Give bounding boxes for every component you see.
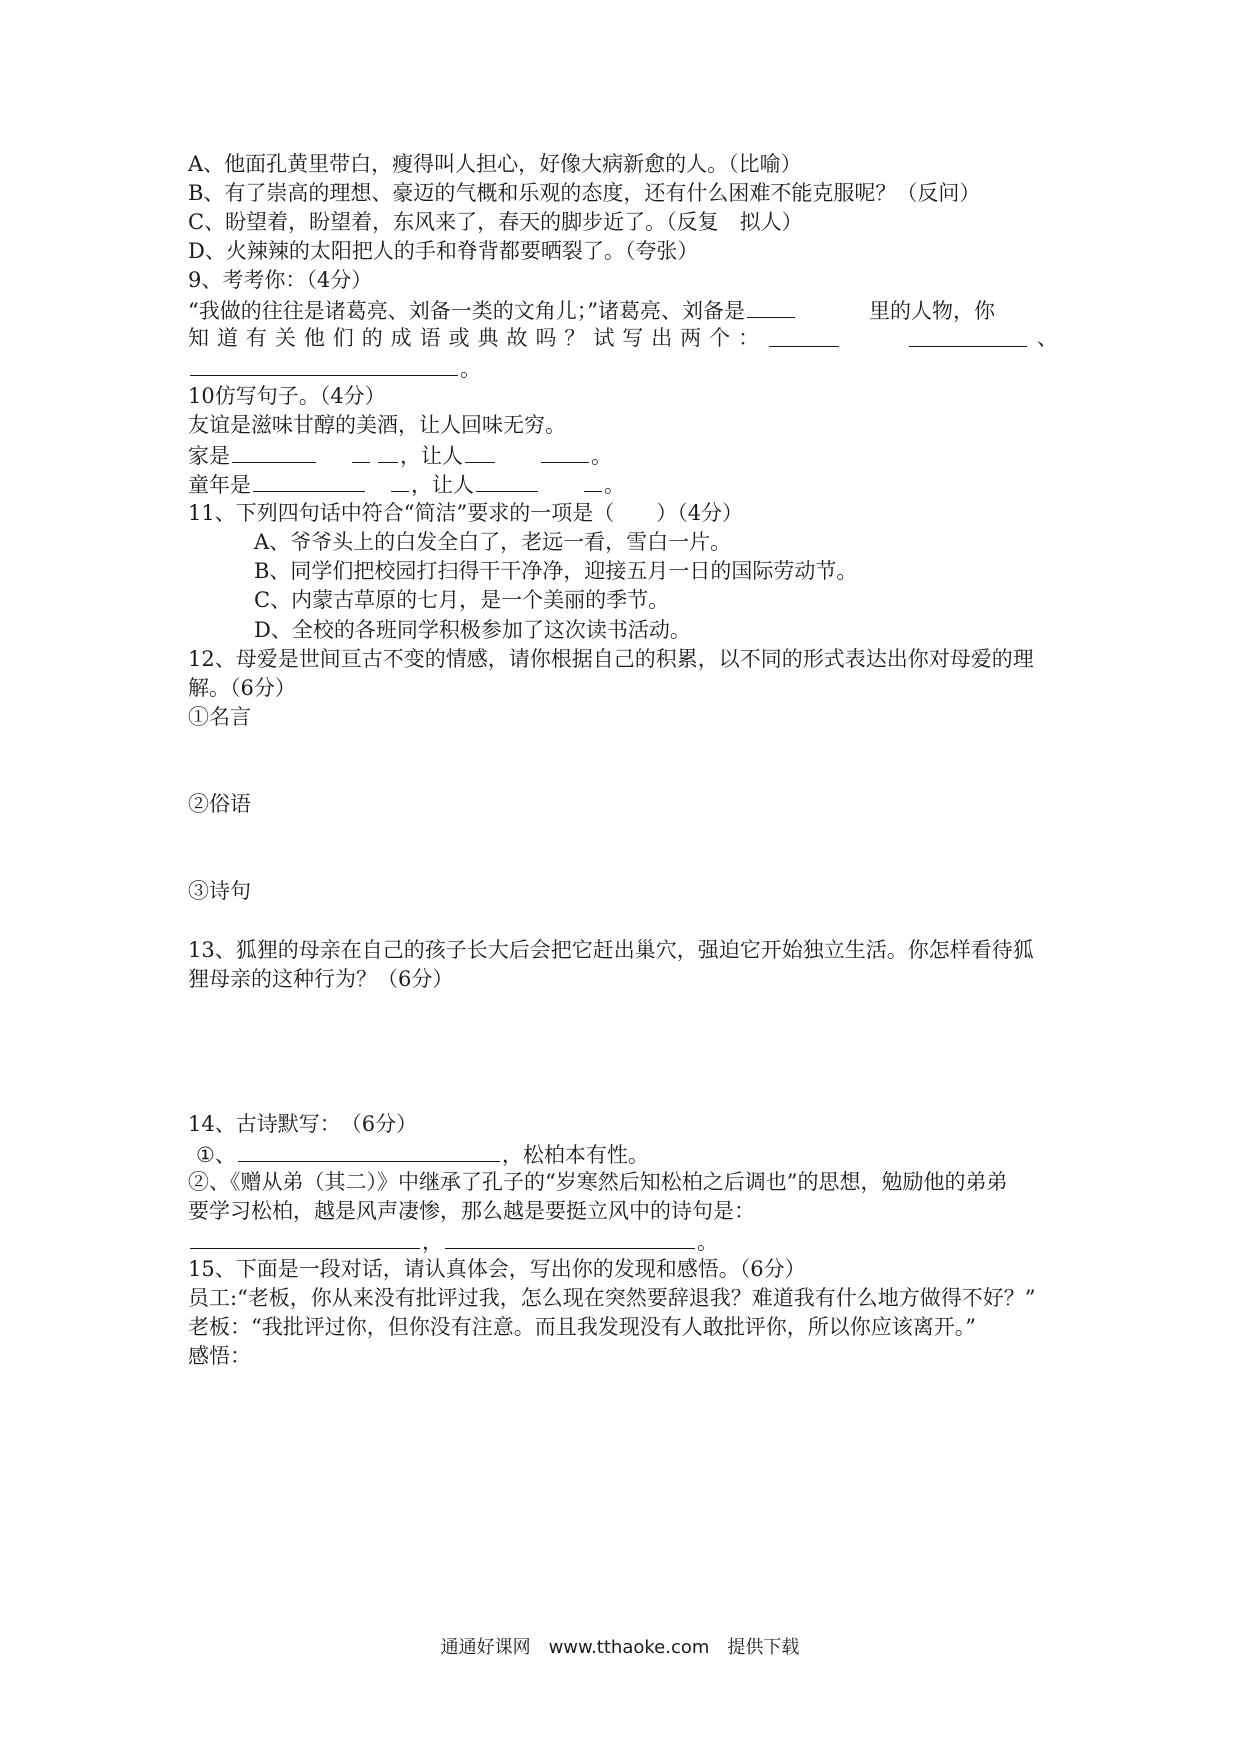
q10-l1-end: 。 — [591, 444, 612, 468]
q9-char: 故 — [506, 326, 528, 350]
q15-reflection-label: 感悟： — [188, 1344, 251, 1368]
q10-line1 — [188, 440, 612, 468]
q14-l4-comma: ， — [422, 1230, 443, 1254]
q9-char: ？ — [564, 326, 586, 350]
q13-line2: 狸母亲的这种行为？（6分） — [188, 967, 454, 991]
q11-option-d: D、全校的各班同学积极参加了这次读书活动。 — [254, 618, 691, 642]
q14-l1-suffix: ，松柏本有性。 — [501, 1143, 649, 1167]
q9-blank-book[interactable] — [747, 295, 795, 318]
q9-char: 们 — [332, 326, 354, 350]
q10-example: 友谊是滋味甘醇的美酒，让人回味无穷。 — [188, 413, 566, 437]
q14-line4 — [188, 1226, 718, 1254]
q9-line3-end: 。 — [460, 357, 481, 381]
q9-char: 关 — [274, 326, 296, 350]
q14-blank-2[interactable] — [190, 1226, 420, 1249]
q10-line2 — [188, 469, 625, 497]
q11-title: 11、下列四句话中符合“简洁”要求的一项是（ ）（4分） — [188, 501, 744, 525]
q10-blank[interactable] — [465, 440, 495, 463]
q10-blank[interactable] — [541, 440, 589, 463]
q15-boss: 老板：“我批评过你，但你没有注意。而且我发现没有人敢批评你，所以你应该离开。” — [188, 1315, 976, 1339]
q9-line2 — [188, 324, 1058, 352]
q10-l2-end: 。 — [604, 473, 625, 497]
q9-char: 吗 — [535, 326, 557, 350]
q8-option-d: D、火辣辣的太阳把人的手和脊背都要晒裂了。（夸张） — [188, 239, 699, 263]
q8-option-c: C、盼望着，盼望着，东风来了，春天的脚步近了。（反复 拟人） — [188, 210, 803, 234]
q10-l1-mid: ，让人 — [400, 444, 463, 468]
q9-separator: 、 — [1036, 326, 1058, 350]
q9-line3 — [188, 353, 481, 381]
q14-line3: 要学习松柏，越是风声凄惨，那么越是要挺立风中的诗句是： — [188, 1199, 755, 1223]
q8-option-b: B、有了崇高的理想、豪迈的气概和乐观的态度，还有什么困难不能克服呢？（反问） — [188, 181, 981, 205]
q9-char: 试 — [593, 326, 615, 350]
q9-char: 出 — [651, 326, 673, 350]
q12-title-line2: 解。（6分） — [188, 676, 296, 700]
q10-blank[interactable] — [378, 440, 398, 463]
q9-char: 或 — [448, 326, 470, 350]
q11-option-b: B、同学们把校园打扫得干干净净，迎接五月一日的国际劳动节。 — [254, 559, 858, 583]
q9-char: 典 — [477, 326, 499, 350]
q10-blank[interactable] — [391, 469, 409, 492]
q10-blank[interactable] — [476, 469, 538, 492]
q10-blank[interactable] — [352, 440, 370, 463]
q14-blank-1[interactable] — [238, 1139, 500, 1162]
q9-char: 他 — [303, 326, 325, 350]
q9-char: 两 — [680, 326, 702, 350]
q10-l1-prefix: 家是 — [188, 444, 230, 468]
q11-option-a: A、爷爷头上的白发全白了，老远一看，雪白一片。 — [254, 530, 732, 554]
q12-item-proverb: ②俗语 — [188, 792, 251, 816]
q10-l2-prefix: 童年是 — [188, 473, 251, 497]
q9-blank-idiom-3[interactable] — [190, 353, 458, 376]
q15-title: 15、下面是一段对话，请认真体会，写出你的发现和感悟。（6分） — [188, 1257, 806, 1281]
q10-title: 10仿写句子。（4分） — [188, 384, 386, 408]
q9-line1-text-b: 里的人物，你 — [868, 299, 995, 323]
q9-line1-text-a: “我做的往往是诸葛亮、刘备一类的文角儿；”诸葛亮、刘备是 — [188, 299, 745, 323]
q9-char: 语 — [419, 326, 441, 350]
q9-line1 — [188, 295, 995, 323]
q9-char: 成 — [390, 326, 412, 350]
q9-char: 知 — [188, 326, 209, 350]
q14-line1 — [188, 1139, 649, 1167]
q14-l1-prefix: ①、 — [196, 1143, 236, 1167]
q10-blank[interactable] — [232, 440, 316, 463]
q10-l2-mid: ，让人 — [411, 473, 474, 497]
q15-employee: 员工:“老板，你从来没有批评过我，怎么现在突然要辞退我？难道我有什么地方做得不好？” — [188, 1286, 1036, 1310]
q10-blank[interactable] — [584, 469, 602, 492]
q9-char: 个 — [709, 326, 731, 350]
q14-line2: ②、《赠从弟（其二）》中继承了孔子的“岁寒然后知松柏之后调也”的思想，勉励他的弟弟 — [188, 1170, 1008, 1194]
q12-item-quote: ①名言 — [188, 705, 251, 729]
page-footer: 通通好课网 www.tthaoke.com 提供下载 — [440, 1637, 800, 1658]
q9-blank-idiom-2[interactable] — [909, 324, 1027, 347]
q9-char: 的 — [361, 326, 383, 350]
q14-title: 14、古诗默写： （6分） — [188, 1112, 418, 1136]
q9-title: 9、考考你：（4分） — [188, 268, 373, 292]
q8-option-a: A、他面孔黄里带白，瘦得叫人担心，好像大病新愈的人。（比喻） — [188, 152, 802, 176]
q12-item-poem: ③诗句 — [188, 879, 251, 903]
q9-char: ： — [738, 326, 760, 350]
q9-blank-idiom-1[interactable] — [769, 324, 839, 347]
q11-option-c: C、内蒙古草原的七月，是一个美丽的季节。 — [254, 588, 670, 612]
q10-blank[interactable] — [253, 469, 365, 492]
q14-blank-3[interactable] — [445, 1226, 695, 1249]
q13-line1: 13、狐狸的母亲在自己的孩子长大后会把它赶出巢穴，强迫它开始独立生活。你怎样看待狐 — [188, 938, 1034, 962]
q14-l4-end: 。 — [697, 1230, 718, 1254]
q9-char: 有 — [245, 326, 267, 350]
q12-title-line1: 12、母爱是世间亘古不变的情感，请你根据自己的积累，以不同的形式表达出你对母爱的理 — [188, 647, 1034, 671]
q9-char: 写 — [622, 326, 644, 350]
q9-char: 道 — [216, 326, 238, 350]
